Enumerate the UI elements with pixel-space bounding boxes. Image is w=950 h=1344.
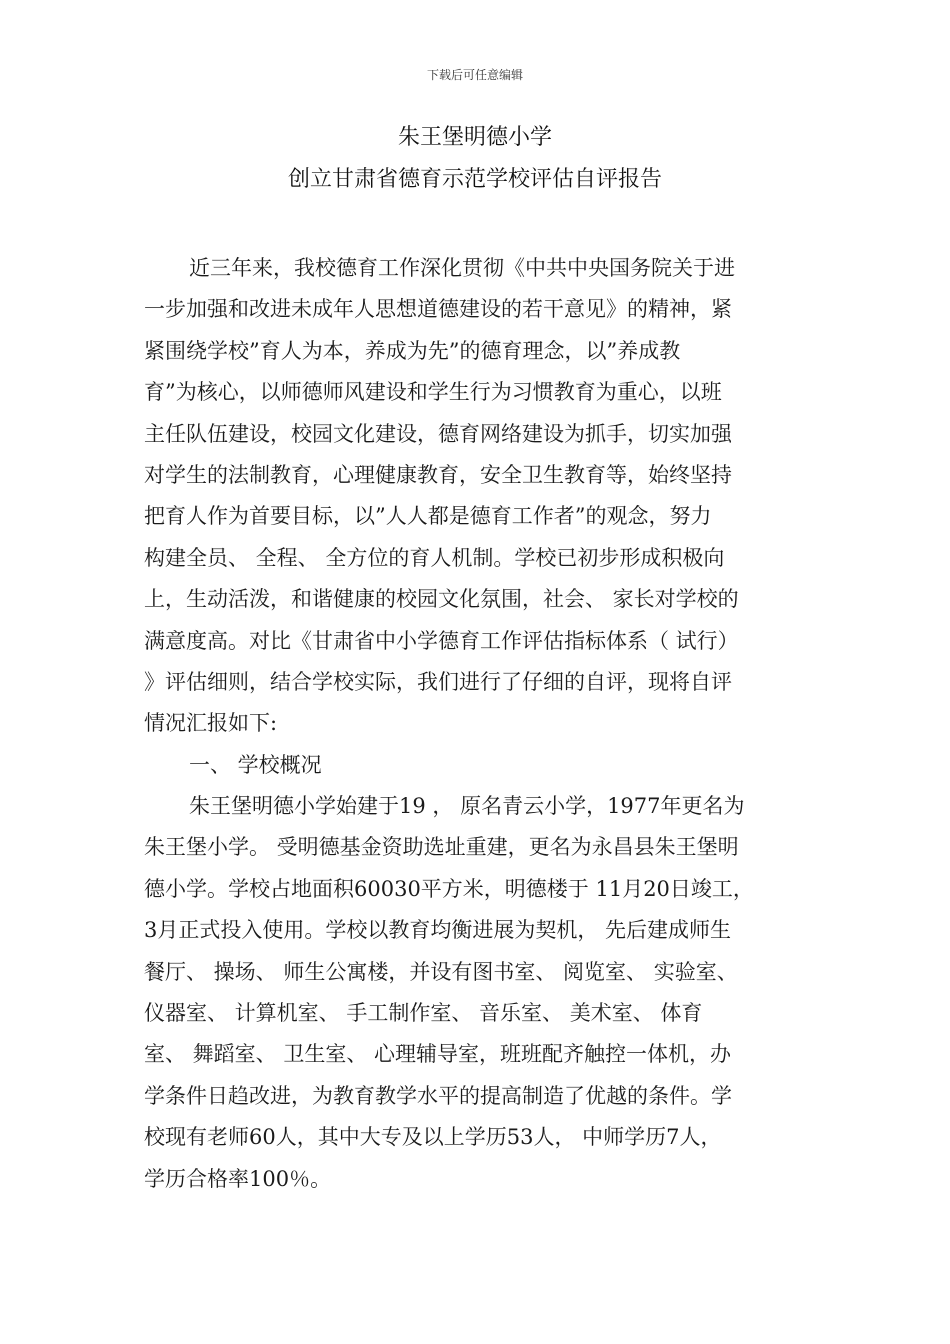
body-line: 餐厅、 操场、 师生公寓楼，并设有图书室、 阅览室、 实验室、	[144, 959, 738, 984]
body-line: 把育人作为首要目标，以”人人都是德育工作者”的观念，努力	[144, 504, 712, 529]
header-note: 下载后可任意编辑	[426, 68, 523, 82]
section-heading: 一、 学校概况	[189, 752, 322, 777]
body-line: 室、 舞蹈室、 卫生室、 心理辅导室，班班配齐触控一体机，办	[144, 1042, 732, 1067]
body-line: 构建全员、 全程、 全方位的育人机制。学校已初步形成积极向	[144, 545, 725, 570]
body-line: 朱王堡小学。 受明德基金资助选址重建，更名为永昌县朱王堡明	[144, 835, 739, 860]
body-line: 对学生的法制教育，心理健康教育，安全卫生教育等，始终坚持	[144, 462, 732, 487]
body-line: 上，生动活泼，和谐健康的校园文化氛围，社会、 家长对学校的	[144, 587, 739, 612]
body-line: 朱王堡明德小学始建于19 ， 原名青云小学，1977年更名为	[189, 794, 745, 819]
body-line: 情况汇报如下:	[144, 711, 278, 736]
body-line: 育”为核心，以师德师风建设和学生行为习惯教育为重心，以班	[144, 380, 722, 405]
body-line: 学历合格率100％。	[144, 1166, 332, 1191]
body-line: 一步加强和改进未成年人思想道德建设的若干意见》的精神，紧	[144, 297, 732, 322]
body-line: 紧围绕学校”育人为本，养成为先”的德育理念，以”养成教	[144, 338, 681, 363]
document-subtitle: 创立甘肃省德育示范学校评估自评报告	[287, 167, 662, 192]
body-line: 3月正式投入使用。学校以教育均衡进展为契机， 先后建成师生	[144, 918, 732, 943]
body-line: 》评估细则，结合学校实际，我们进行了仔细的自评，现将自评	[144, 669, 732, 694]
body-line: 近三年来，我校德育工作深化贯彻《中共中央国务院关于进	[189, 256, 735, 280]
body-line: 校现有老师60人，其中大专及以上学历53人， 中师学历7人，	[144, 1125, 722, 1150]
document-title: 朱王堡明德小学	[397, 125, 552, 150]
body-line: 仪器室、 计算机室、 手工制作室、 音乐室、 美术室、 体育	[144, 1001, 703, 1026]
body-line: 主任队伍建设，校园文化建设，德育网络建设为抓手，切实加强	[144, 421, 732, 446]
body-line: 学条件日趋改进，为教育教学水平的提高制造了优越的条件。学	[144, 1083, 732, 1108]
report-body	[144, 248, 824, 1200]
body-line: 满意度高。对比《甘肃省中小学德育工作评估指标体系（ 试行）	[144, 628, 739, 653]
body-line: 德小学。学校占地面积60030平方米，明德楼于 11月20日竣工，	[144, 876, 754, 901]
